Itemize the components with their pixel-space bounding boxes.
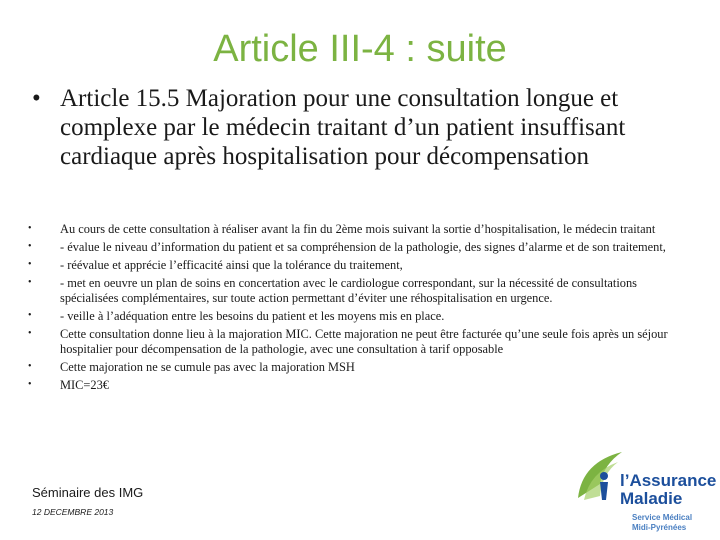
assurance-maladie-logo <box>560 440 720 540</box>
logo-figure-body <box>600 482 608 500</box>
bullet-dot: • <box>28 378 32 390</box>
sub-bullet-text: Cette consultation donne lieu à la majoration MIC. Cette majoration ne peut être facturée qu’une seule fois après un séjour hospitalier pour décompensation de la pathologie, avec une consultation à tarif opposable <box>60 327 668 356</box>
sub-bullet-text: - veille à l’adéquation entre les besoins du patient et les moyens mis en place. <box>60 308 445 323</box>
sub-bullet-list <box>28 222 688 396</box>
logo-service-line2: Midi-Pyrénées <box>632 523 687 532</box>
sub-bullet-text: - réévalue et apprécie l’efficacité ainsi que la tolérance du traitement, <box>60 258 403 273</box>
sub-bullet-item <box>28 378 688 393</box>
logo-figure-head <box>600 472 608 480</box>
sub-bullet-text: - met en oeuvre un plan de soins en concertation avec le cardiologue correspondant, sur la nécessité de consultations spécialisées complémentaires, sur toute action permettant d’éviter une réhospitalisation en urgence. <box>60 276 637 305</box>
main-bullet-text: Article 15.5 Majoration pour une consultation longue et complexe par le médecin traitant d’un patient insuffisant cardiaque après hospitalisation pour décompensation <box>60 85 626 170</box>
sub-bullet-text: MIC=23€ <box>60 377 109 392</box>
sub-bullet-text: Au cours de cette consultation à réaliser avant la fin du 2ème mois suivant la sortie d’hospitalisation, le médecin traitant <box>60 222 656 236</box>
slide-title: Article III-4 : suite <box>213 28 507 70</box>
sub-bullet-item <box>28 327 688 356</box>
logo-name-line2: Maladie <box>620 489 683 508</box>
sub-bullet-item <box>28 222 688 237</box>
bullet-dot: • <box>32 85 41 112</box>
sub-bullet-item <box>28 360 688 375</box>
sub-bullet-item <box>28 309 688 324</box>
sub-bullet-item <box>28 258 688 273</box>
logo-name-line1: l’Assurance <box>620 471 717 490</box>
bullet-dot: • <box>28 241 32 253</box>
sub-bullet-text: Cette majoration ne se cumule pas avec la majoration MSH <box>60 359 355 374</box>
sub-bullet-item <box>28 240 688 255</box>
bullet-dot: • <box>28 259 32 271</box>
logo-service-line1: Service Médical <box>632 513 693 522</box>
bullet-dot: • <box>28 277 32 289</box>
footer-date: 12 DECEMBRE 2013 <box>32 507 114 517</box>
sub-bullet-text: - évalue le niveau d’information du patient et sa compréhension de la pathologie, des signes d’alarme et de son traitement, <box>60 240 666 255</box>
bullet-dot: • <box>28 223 32 234</box>
bullet-dot: • <box>28 309 32 321</box>
footer-event: Séminaire des IMG <box>32 485 144 500</box>
bullet-dot: • <box>28 360 32 372</box>
sub-bullet-item <box>28 276 688 305</box>
bullet-dot: • <box>28 328 32 340</box>
